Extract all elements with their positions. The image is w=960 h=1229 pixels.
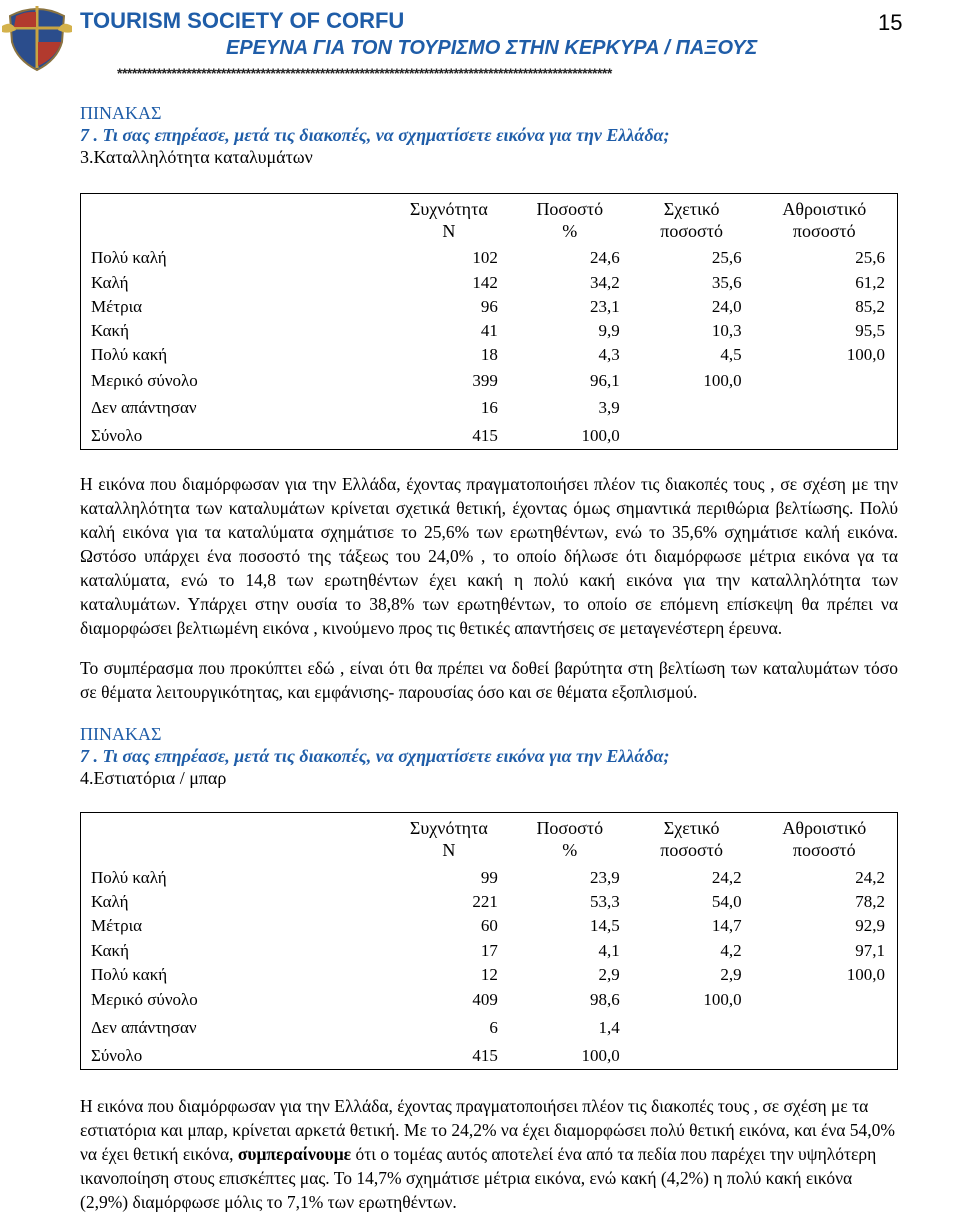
cell-pct: 23,9 [589, 867, 620, 887]
page-number: 15 [878, 10, 903, 35]
table-caption: ΠΙΝΑΚΑΣ [80, 103, 162, 123]
cell-cum: 25,6 [855, 248, 885, 268]
cell-pct: 3,9 [598, 397, 620, 417]
cell-pct: 1,4 [598, 1017, 620, 1037]
row-label: Μέτρια [91, 916, 143, 936]
cell-cum: 97,1 [855, 940, 885, 960]
row-label: Πολύ καλή [91, 248, 167, 268]
table-row [81, 368, 898, 394]
cell-n: 399 [472, 370, 498, 390]
table-row [81, 422, 898, 449]
cell-n: 142 [472, 272, 498, 292]
row-label: Μερικό σύνολο [91, 990, 198, 1010]
accommodation-table [80, 193, 898, 450]
cell-rel: 10,3 [711, 321, 742, 341]
cell-cum [754, 1042, 898, 1069]
column-header [632, 813, 754, 866]
column-header-line: N [442, 221, 456, 242]
table-subtitle: 4.Εστιατόρια / μπαρ [80, 768, 227, 788]
cell-rel: 24,2 [711, 867, 742, 887]
accommodation-paragraph: Η εικόνα που διαμόρφωσαν για την Ελλάδα, έχοντας πραγματοποιήσει πλέον τις διακοπές τους , σε σχέση με την καταλληλότητα των καταλυμάτων κρίνεται σχετικά θετική, έχοντας όμως σημαντικά περιθώρια βελτίωσης. Πολύ καλή εικόνα για τα καταλύματα σχημάτισε το 25,6% των ερωτηθέντων, ενώ το 35,6% σχημάτισε καλή εικόνα. Ωστόσο υπάρχει ένα ποσοστό της τάξεως του 24,0% , το οποίο δήλωσε ότι διαμόρφωσε μέτρια εικόνα γα τα καταλύματα, ενώ το 14,8 των ερωτηθέντων έχει κακή η πολύ κακή εικόνα για την καταλληλότητα των καταλυμάτων. Υπάρχει στην ουσία το 38,8% των ερωτηθέντων, το οποίο σε επόμενη επίσκεψη θα πρέπει να διαμορφώσει βελτιωμένη εικόνα , κινούμενο προς τις θετικές απαντήσεις σε μεταγενέστερη έρευνα. [80, 474, 898, 638]
cell-pct: 2,9 [598, 965, 620, 984]
table-row [81, 246, 898, 270]
cell-n: 16 [480, 397, 498, 417]
table-row [81, 914, 898, 938]
column-header-line: Ποσοστό [536, 818, 604, 839]
row-label: Σύνολο [91, 1045, 143, 1065]
section-1-heading [80, 102, 898, 168]
cell-pct: 23,1 [589, 296, 620, 316]
cell-pct: 14,5 [589, 916, 620, 936]
cell-rel: 24,0 [711, 296, 742, 316]
row-label: Κακή [91, 321, 130, 341]
table-row [81, 319, 898, 343]
cell-rel: 4,2 [720, 940, 742, 960]
cell-n: 415 [472, 425, 498, 445]
table-row [81, 295, 898, 319]
header-empty-cell [81, 813, 390, 866]
restaurants-paragraph [80, 1094, 898, 1214]
cell-n: 102 [472, 248, 498, 268]
cell-pct: 9,9 [598, 321, 620, 341]
cell-pct: 100,0 [581, 425, 620, 445]
paragraph-text: Η εικόνα που διαμόρφωσαν για την Ελλάδα, έχοντας πραγματοποιήσει πλέον τις διακοπές τους , σε σχέση με τα εστιατόρια και μπαρ, κρίνεται αρκετά θετική. Με το 24,2% να έχει διαμορφώσει πολύ θετική εικόνα, και ένα 54,0% να έχει θετική εικόνα, [80, 1096, 895, 1164]
cell-cum: 61,2 [855, 272, 885, 292]
cell-cum: 24,2 [855, 867, 885, 887]
row-label: Πολύ κακή [91, 345, 168, 365]
table-row [81, 938, 898, 962]
column-header-line: N [442, 840, 456, 861]
cell-n: 96 [480, 296, 498, 316]
cell-rel: 54,0 [711, 891, 742, 911]
table-row [81, 1014, 898, 1042]
column-header [510, 813, 632, 866]
column-header-line: % [562, 840, 578, 861]
cell-cum: 92,9 [855, 916, 885, 936]
cell-n: 409 [472, 990, 498, 1010]
cell-rel: 25,6 [711, 248, 742, 268]
row-label: Σύνολο [91, 425, 143, 445]
cell-rel: 100,0 [703, 370, 742, 390]
accommodation-conclusion: Το συμπέρασμα που προκύπτει εδώ , είναι ότι θα πρέπει να δοθεί βαρύτητα στη βελτίωση των καταλυμάτων τόσο σε θέματα λειτουργικότητας, και εμφάνισης- παρουσίας όσο και σε θέματα εξοπλισμού. [80, 658, 898, 702]
column-header-line: Σχετικό [663, 818, 720, 839]
cell-pct: 4,3 [598, 345, 620, 365]
table-row [81, 987, 898, 1013]
row-label: Καλή [91, 272, 129, 292]
table-subtitle: 3.Καταλληλότητα καταλυμάτων [80, 147, 313, 167]
column-header [754, 813, 898, 866]
column-header-line: % [562, 221, 578, 242]
column-header [510, 194, 632, 247]
row-label: Καλή [91, 891, 129, 911]
row-label: Κακή [91, 940, 130, 960]
cell-n: 17 [480, 940, 498, 960]
society-name: TOURISM SOCIETY OF CORFU [80, 8, 405, 33]
column-header-line: ποσοστό [792, 221, 856, 242]
row-label: Δεν απάντησαν [91, 397, 197, 417]
cell-n: 60 [480, 916, 498, 936]
row-label: Πολύ καλή [91, 867, 167, 887]
table-row [81, 963, 898, 987]
cell-rel: 4,5 [720, 345, 742, 365]
cell-cum [754, 422, 898, 449]
cell-n: 221 [472, 891, 498, 911]
cell-rel: 35,6 [711, 272, 742, 292]
cell-cum [754, 394, 898, 422]
column-header [390, 194, 510, 247]
cell-cum [754, 987, 898, 1013]
table-header-row [81, 813, 898, 866]
paragraph-text: ότι ο τομέας αυτός αποτελεί ένα από τα πεδία που παρέχει την υψηλότερη ικανοποίηση στους επισκέπτες μας. Το 14,7% σχημάτισε μέτρια εικόνα, ενώ κακή (4,2%) η πολύ κακή εικόνα (2,9%) διαμόρφωσε μόλις το 7,1% των ερωτηθέντων. [80, 1144, 877, 1212]
cell-rel [632, 394, 754, 422]
header-separator: **************************************************************************************************** [117, 65, 612, 81]
column-header-line: ποσοστό [660, 221, 723, 242]
table-row [81, 394, 898, 422]
header-empty-cell [81, 194, 390, 247]
table-row [81, 270, 898, 294]
cell-rel: 14,7 [711, 916, 742, 936]
cell-rel [632, 1014, 754, 1042]
column-header [754, 194, 898, 247]
column-header-line: Αθροιστικό [782, 818, 867, 839]
column-header-line: Σχετικό [663, 199, 720, 220]
cell-rel [632, 1042, 754, 1069]
cell-rel: 100,0 [703, 990, 742, 1010]
column-header [632, 194, 754, 247]
section-2-heading [80, 723, 898, 789]
table-caption: ΠΙΝΑΚΑΣ [80, 724, 162, 744]
table-header-row [81, 194, 898, 247]
survey-question: 7 . Τι σας επηρέασε, μετά τις διακοπές, να σχηματίσετε εικόνα για την Ελλάδα; [80, 125, 670, 145]
column-header-line: ποσοστό [660, 840, 723, 861]
cell-rel: 2,9 [720, 965, 742, 984]
row-label: Μέτρια [91, 296, 143, 316]
row-label: Πολύ κακή [91, 965, 168, 984]
row-label: Μερικό σύνολο [91, 370, 198, 390]
cell-pct: 96,1 [589, 370, 620, 390]
cell-cum [754, 1014, 898, 1042]
cell-pct: 4,1 [598, 940, 620, 960]
cell-n: 12 [480, 965, 498, 984]
cell-pct: 34,2 [589, 272, 620, 292]
cell-pct: 24,6 [589, 248, 620, 268]
cell-cum: 85,2 [855, 296, 885, 316]
cell-n: 6 [489, 1017, 498, 1037]
table-row [81, 890, 898, 914]
society-crest-icon [2, 2, 72, 72]
cell-cum: 100,0 [846, 965, 885, 984]
cell-pct: 100,0 [581, 1045, 620, 1065]
column-header-line: Συχνότητα [409, 818, 488, 839]
column-header [390, 813, 510, 866]
table-row [81, 343, 898, 367]
document-subtitle: ΕΡΕΥΝΑ ΓΙΑ ΤΟΝ ΤΟΥΡΙΣΜΟ ΣΤΗΝ ΚΕΡΚΥΡΑ / ΠΑΞΟΥΣ [226, 37, 758, 59]
cell-pct: 53,3 [589, 891, 620, 911]
cell-cum [754, 368, 898, 394]
emphasis-text: συμπεραίνουμε [237, 1144, 352, 1164]
restaurants-table [80, 812, 898, 1070]
cell-cum: 95,5 [855, 321, 885, 341]
cell-n: 18 [480, 345, 498, 365]
cell-pct: 98,6 [589, 990, 620, 1010]
cell-cum: 78,2 [855, 891, 885, 911]
table-row [81, 1042, 898, 1069]
column-header-line: ποσοστό [792, 840, 856, 861]
cell-n: 415 [472, 1045, 498, 1065]
row-label: Δεν απάντησαν [91, 1017, 197, 1037]
cell-n: 41 [480, 321, 498, 341]
column-header-line: Αθροιστικό [782, 199, 867, 220]
cell-rel [632, 422, 754, 449]
cell-n: 99 [480, 867, 498, 887]
cell-cum: 100,0 [846, 345, 885, 365]
column-header-line: Συχνότητα [409, 199, 488, 220]
survey-question: 7 . Τι σας επηρέασε, μετά τις διακοπές, να σχηματίσετε εικόνα για την Ελλάδα; [80, 746, 670, 766]
page-header [0, 0, 960, 100]
column-header-line: Ποσοστό [536, 199, 604, 220]
table-row [81, 865, 898, 889]
